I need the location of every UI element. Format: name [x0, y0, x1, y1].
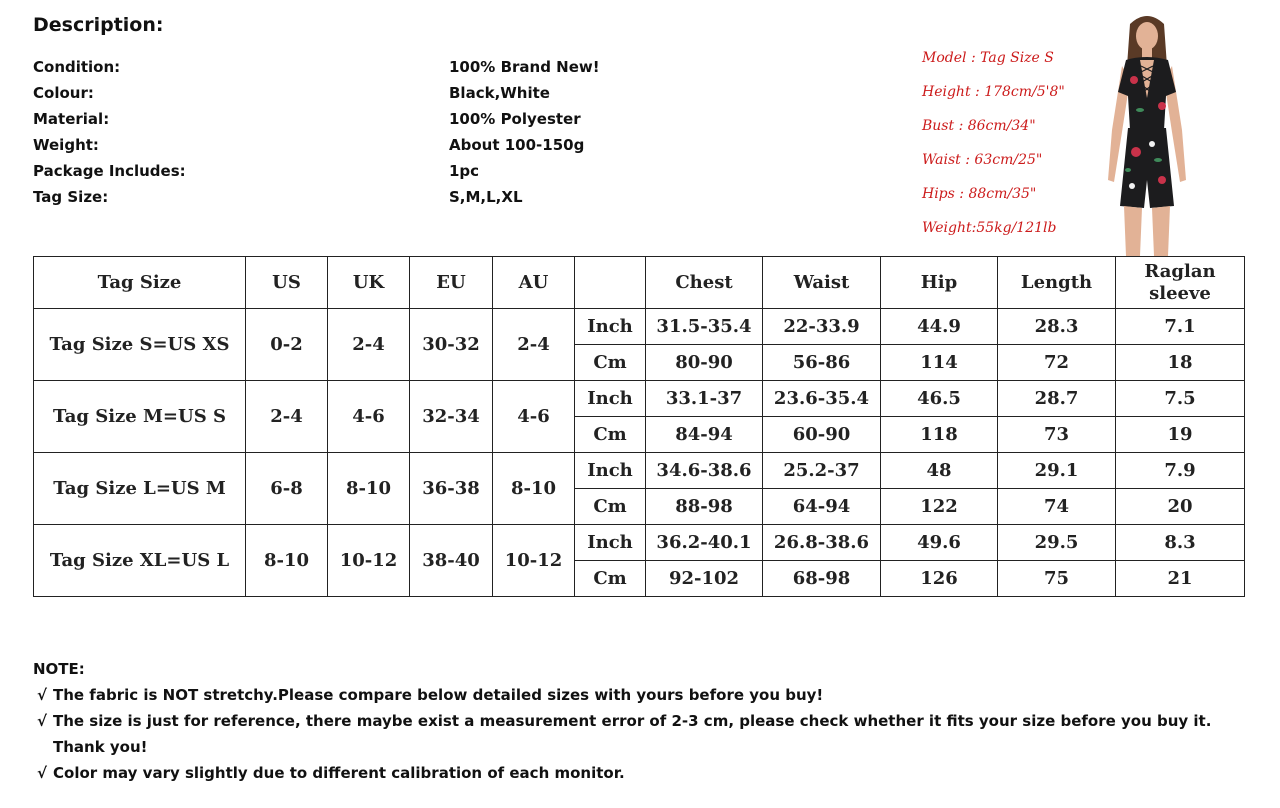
note-item: [33, 682, 1253, 708]
model-line-bust: Bust : 86cm/34": [922, 118, 1036, 134]
spec-row-material: [33, 106, 733, 132]
sleeve-cell: 7.9: [1116, 453, 1245, 489]
waist-cell: 60-90: [763, 417, 881, 453]
header-tag-size: Tag Size: [34, 257, 246, 309]
length-cell: 74: [998, 489, 1116, 525]
hip-cell: 49.6: [881, 525, 998, 561]
sleeve-cell: 20: [1116, 489, 1245, 525]
header-eu: EU: [410, 257, 493, 309]
unit-cell: Inch: [575, 381, 646, 417]
spec-row-condition: [33, 54, 733, 80]
sleeve-cell: 19: [1116, 417, 1245, 453]
description-title: Description:: [33, 14, 164, 36]
note-text: The size is just for reference, there maybe exist a measurement error of 2-3 cm, please check whether it fits your size before you buy it. Thank you!: [53, 712, 1212, 756]
chest-cell: 84-94: [646, 417, 763, 453]
uk-size-cell: 4-6: [328, 381, 410, 453]
unit-cell: Inch: [575, 453, 646, 489]
sleeve-cell: 8.3: [1116, 525, 1245, 561]
us-size-cell: 8-10: [246, 525, 328, 597]
table-row: [34, 525, 1245, 561]
header-hip: Hip: [881, 257, 998, 309]
waist-cell: 22-33.9: [763, 309, 881, 345]
model-line-hips: Hips : 88cm/35": [922, 186, 1037, 202]
uk-size-cell: 8-10: [328, 453, 410, 525]
model-info: [922, 46, 1092, 250]
spec-value: 100% Polyester: [449, 110, 581, 128]
note-text: The fabric is NOT stretchy.Please compare below detailed sizes with yours before you buy!: [53, 686, 824, 704]
spec-label: Weight:: [33, 136, 99, 154]
check-icon: √: [37, 764, 48, 782]
spec-row-weight: [33, 132, 733, 158]
note-section: [33, 656, 1253, 786]
eu-size-cell: 36-38: [410, 453, 493, 525]
header-chest: Chest: [646, 257, 763, 309]
spec-row-package: [33, 158, 733, 184]
chest-cell: 80-90: [646, 345, 763, 381]
note-text: Color may vary slightly due to different calibration of each monitor.: [53, 764, 625, 782]
uk-size-cell: 10-12: [328, 525, 410, 597]
chest-cell: 36.2-40.1: [646, 525, 763, 561]
spec-row-colour: [33, 80, 733, 106]
au-size-cell: 10-12: [493, 525, 575, 597]
waist-cell: 23.6-35.4: [763, 381, 881, 417]
hip-cell: 122: [881, 489, 998, 525]
note-item: [33, 760, 1253, 786]
hip-cell: 46.5: [881, 381, 998, 417]
au-size-cell: 8-10: [493, 453, 575, 525]
us-size-cell: 0-2: [246, 309, 328, 381]
tag-size-cell: Tag Size M=US S: [34, 381, 246, 453]
chest-cell: 33.1-37: [646, 381, 763, 417]
sleeve-cell: 7.5: [1116, 381, 1245, 417]
eu-size-cell: 32-34: [410, 381, 493, 453]
waist-cell: 64-94: [763, 489, 881, 525]
unit-cell: Cm: [575, 417, 646, 453]
length-cell: 73: [998, 417, 1116, 453]
waist-cell: 56-86: [763, 345, 881, 381]
header-waist: Waist: [763, 257, 881, 309]
model-line-waist: Waist : 63cm/25": [922, 152, 1043, 168]
model-photo: [1092, 10, 1202, 256]
length-cell: 28.7: [998, 381, 1116, 417]
unit-cell: Cm: [575, 561, 646, 597]
spec-label: Colour:: [33, 84, 94, 102]
header-length: Length: [998, 257, 1116, 309]
spec-label: Package Includes:: [33, 162, 186, 180]
chest-cell: 88-98: [646, 489, 763, 525]
check-icon: √: [37, 712, 48, 730]
spec-value: S,M,L,XL: [449, 188, 523, 206]
spec-label: Tag Size:: [33, 188, 109, 206]
note-item: [33, 708, 1253, 760]
check-icon: √: [37, 686, 48, 704]
hip-cell: 44.9: [881, 309, 998, 345]
header-unit: [575, 257, 646, 309]
tag-size-cell: Tag Size S=US XS: [34, 309, 246, 381]
size-chart-table: [33, 256, 1245, 597]
sleeve-cell: 7.1: [1116, 309, 1245, 345]
spec-row-tag-size: [33, 184, 733, 210]
unit-cell: Inch: [575, 525, 646, 561]
unit-cell: Cm: [575, 345, 646, 381]
table-row: [34, 453, 1245, 489]
au-size-cell: 4-6: [493, 381, 575, 453]
chest-cell: 34.6-38.6: [646, 453, 763, 489]
table-row: [34, 309, 1245, 345]
spec-value: 100% Brand New!: [449, 58, 600, 76]
length-cell: 28.3: [998, 309, 1116, 345]
spec-label: Material:: [33, 110, 110, 128]
au-size-cell: 2-4: [493, 309, 575, 381]
chest-cell: 31.5-35.4: [646, 309, 763, 345]
waist-cell: 25.2-37: [763, 453, 881, 489]
spec-value: 1pc: [449, 162, 480, 180]
model-line-weight: Weight:55kg/121lb: [922, 220, 1057, 236]
eu-size-cell: 30-32: [410, 309, 493, 381]
us-size-cell: 6-8: [246, 453, 328, 525]
model-line-tag-size: Model : Tag Size S: [922, 50, 1054, 66]
hip-cell: 126: [881, 561, 998, 597]
chest-cell: 92-102: [646, 561, 763, 597]
eu-size-cell: 38-40: [410, 525, 493, 597]
sleeve-cell: 21: [1116, 561, 1245, 597]
us-size-cell: 2-4: [246, 381, 328, 453]
spec-list: [33, 54, 733, 210]
spec-value: About 100-150g: [449, 136, 585, 154]
length-cell: 75: [998, 561, 1116, 597]
note-title: NOTE:: [33, 660, 85, 678]
table-header-row: [34, 257, 1245, 309]
header-raglan-sleeve: Raglan sleeve: [1116, 257, 1245, 309]
length-cell: 29.5: [998, 525, 1116, 561]
header-us: US: [246, 257, 328, 309]
hip-cell: 48: [881, 453, 998, 489]
hip-cell: 118: [881, 417, 998, 453]
tag-size-cell: Tag Size L=US M: [34, 453, 246, 525]
table-row: [34, 381, 1245, 417]
tag-size-cell: Tag Size XL=US L: [34, 525, 246, 597]
header-uk: UK: [328, 257, 410, 309]
spec-label: Condition:: [33, 58, 121, 76]
length-cell: 29.1: [998, 453, 1116, 489]
waist-cell: 26.8-38.6: [763, 525, 881, 561]
model-line-height: Height : 178cm/5'8": [922, 84, 1065, 100]
uk-size-cell: 2-4: [328, 309, 410, 381]
waist-cell: 68-98: [763, 561, 881, 597]
header-au: AU: [493, 257, 575, 309]
hip-cell: 114: [881, 345, 998, 381]
spec-value: Black,White: [449, 84, 550, 102]
sleeve-cell: 18: [1116, 345, 1245, 381]
unit-cell: Cm: [575, 489, 646, 525]
unit-cell: Inch: [575, 309, 646, 345]
length-cell: 72: [998, 345, 1116, 381]
